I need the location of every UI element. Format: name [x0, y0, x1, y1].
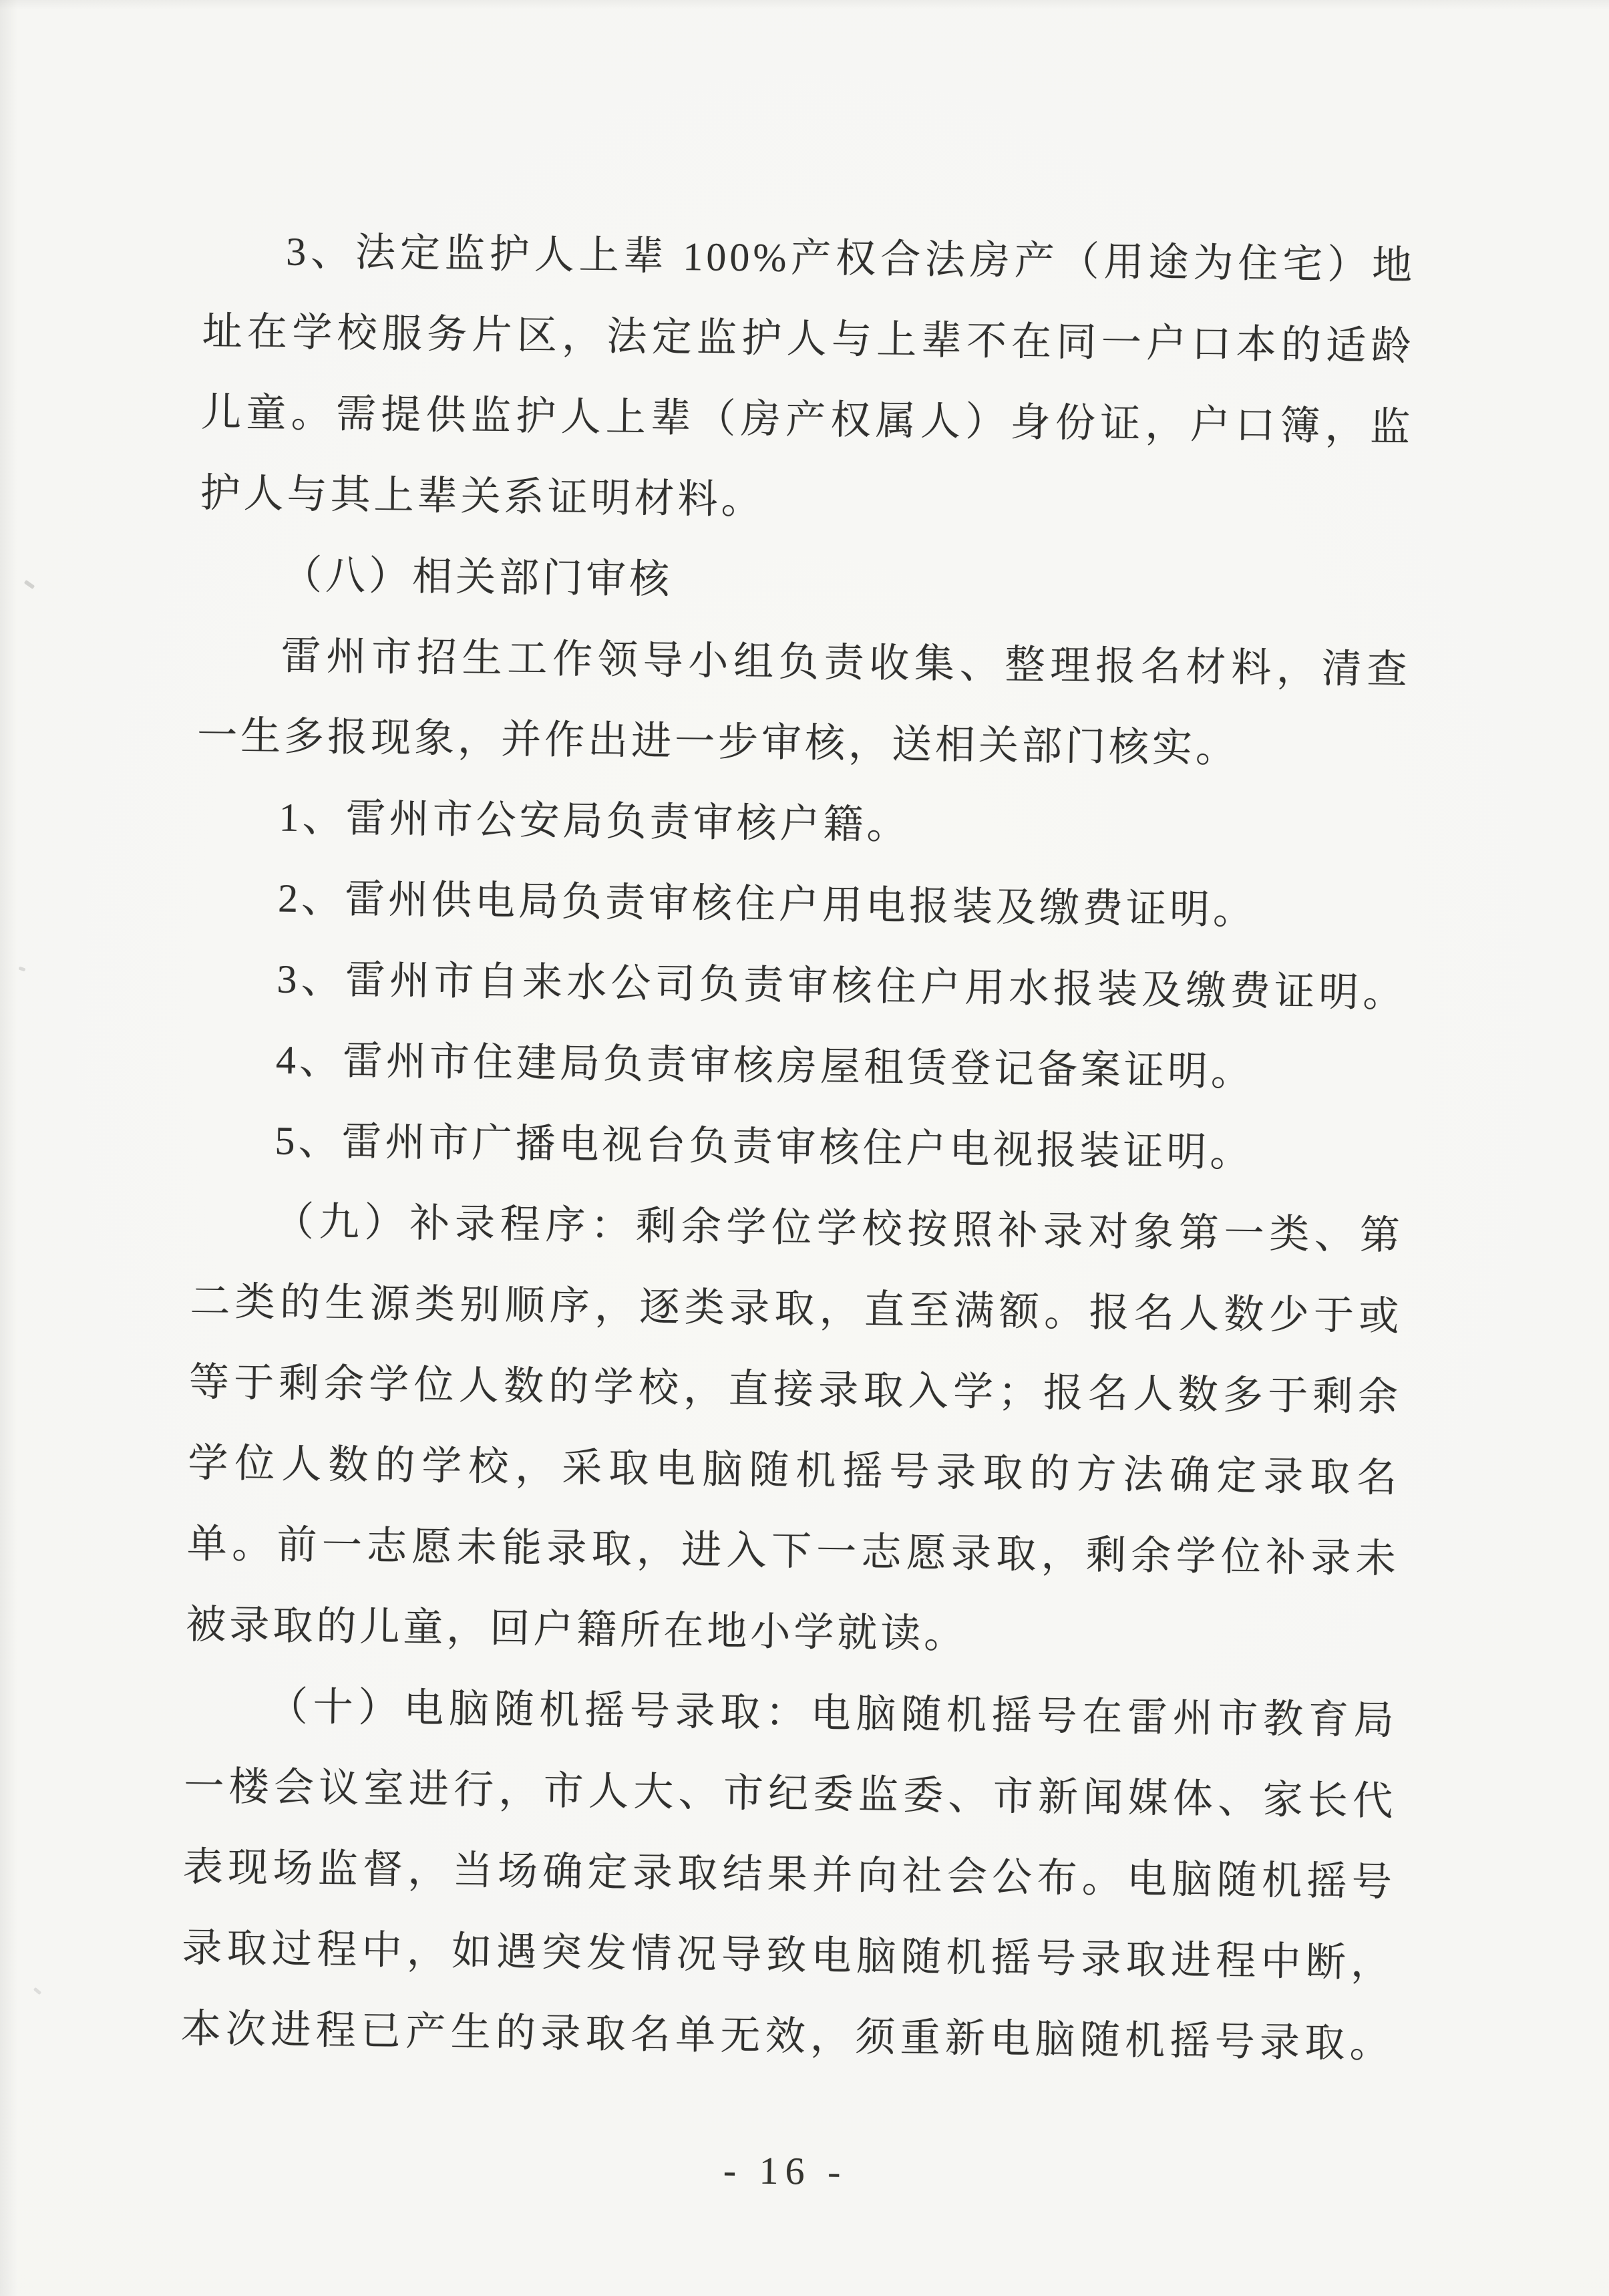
text-line: 5、雷州市广播电视台负责审核住户电视报装证明。 [275, 1118, 1254, 1175]
scan-artifact [33, 1987, 41, 1995]
text-line: （九）补录程序：剩余学位学校按照补录对象第一类、第 [273, 1199, 1404, 1258]
text-line: 二类的生源类别顺序，逐类录取，直至满额。报名人数少于或 [190, 1279, 1403, 1339]
text-line: 护人与其上辈关系证明材料。 [200, 470, 765, 522]
text-line: 3、法定监护人上辈 100%产权合法房产（用途为住宅）地 [285, 229, 1416, 288]
text-line: 本次进程已产生的录取名单无效，须重新电脑随机摇号录取。 [180, 2006, 1394, 2066]
text-line: 雷州市招生工作领导小组负责收集、整理报名材料，清查 [281, 633, 1411, 692]
text-line: 儿童。需提供监护人上辈（房产权属人）身份证，户口簿，监 [200, 389, 1414, 450]
text-line: 1、雷州市公安局负责审核户籍。 [279, 795, 910, 848]
text-line: 一楼会议室进行，市人大、市纪委监委、市新闻媒体、家长代 [183, 1764, 1397, 1824]
scan-edge-shadow-top [0, 0, 1609, 9]
document-body [179, 210, 1416, 2219]
text-line: （八）相关部门审核 [281, 552, 673, 602]
text-line: 学位人数的学校，采取电脑随机摇号录取的方法确定录取名 [188, 1440, 1401, 1500]
text-lines [180, 210, 1416, 2085]
scan-artifact [24, 580, 35, 589]
text-line: 3、雷州市自来水公司负责审核住户用水报装及缴费证明。 [277, 957, 1407, 1015]
page-number: - 16 - [723, 2148, 848, 2194]
text-line: 单。前一志愿未能录取，进入下一志愿录取，剩余学位补录未 [186, 1521, 1400, 1581]
text-line: 4、雷州市住建局负责审核房屋租赁登记备案证明。 [275, 1037, 1255, 1094]
scan-edge-shadow-left [0, 0, 17, 2296]
text-line: 被录取的儿童，回户籍所在地小学就读。 [185, 1602, 968, 1657]
text-line: 等于剩余学位人数的学校，直接录取入学；报名人数多于剩余 [188, 1359, 1402, 1420]
scan-artifact [18, 966, 25, 971]
text-line: （十）电脑随机摇号录取：电脑随机摇号在雷州市教育局 [267, 1684, 1398, 1743]
text-line: 2、雷州供电局负责审核住户用电报装及缴费证明。 [277, 876, 1257, 933]
text-line: 址在学校服务片区，法定监护人与上辈不在同一户口本的适龄 [202, 309, 1415, 369]
text-line: 一生多报现象，并作出进一步审核，送相关部门核实。 [196, 713, 1240, 771]
text-line: 表现场监督，当场确定录取结果并向社会公布。电脑随机摇号 [182, 1844, 1396, 1905]
text-line: 录取过程中，如遇突发情况导致电脑随机摇号录取进程中断， [181, 1925, 1395, 1985]
